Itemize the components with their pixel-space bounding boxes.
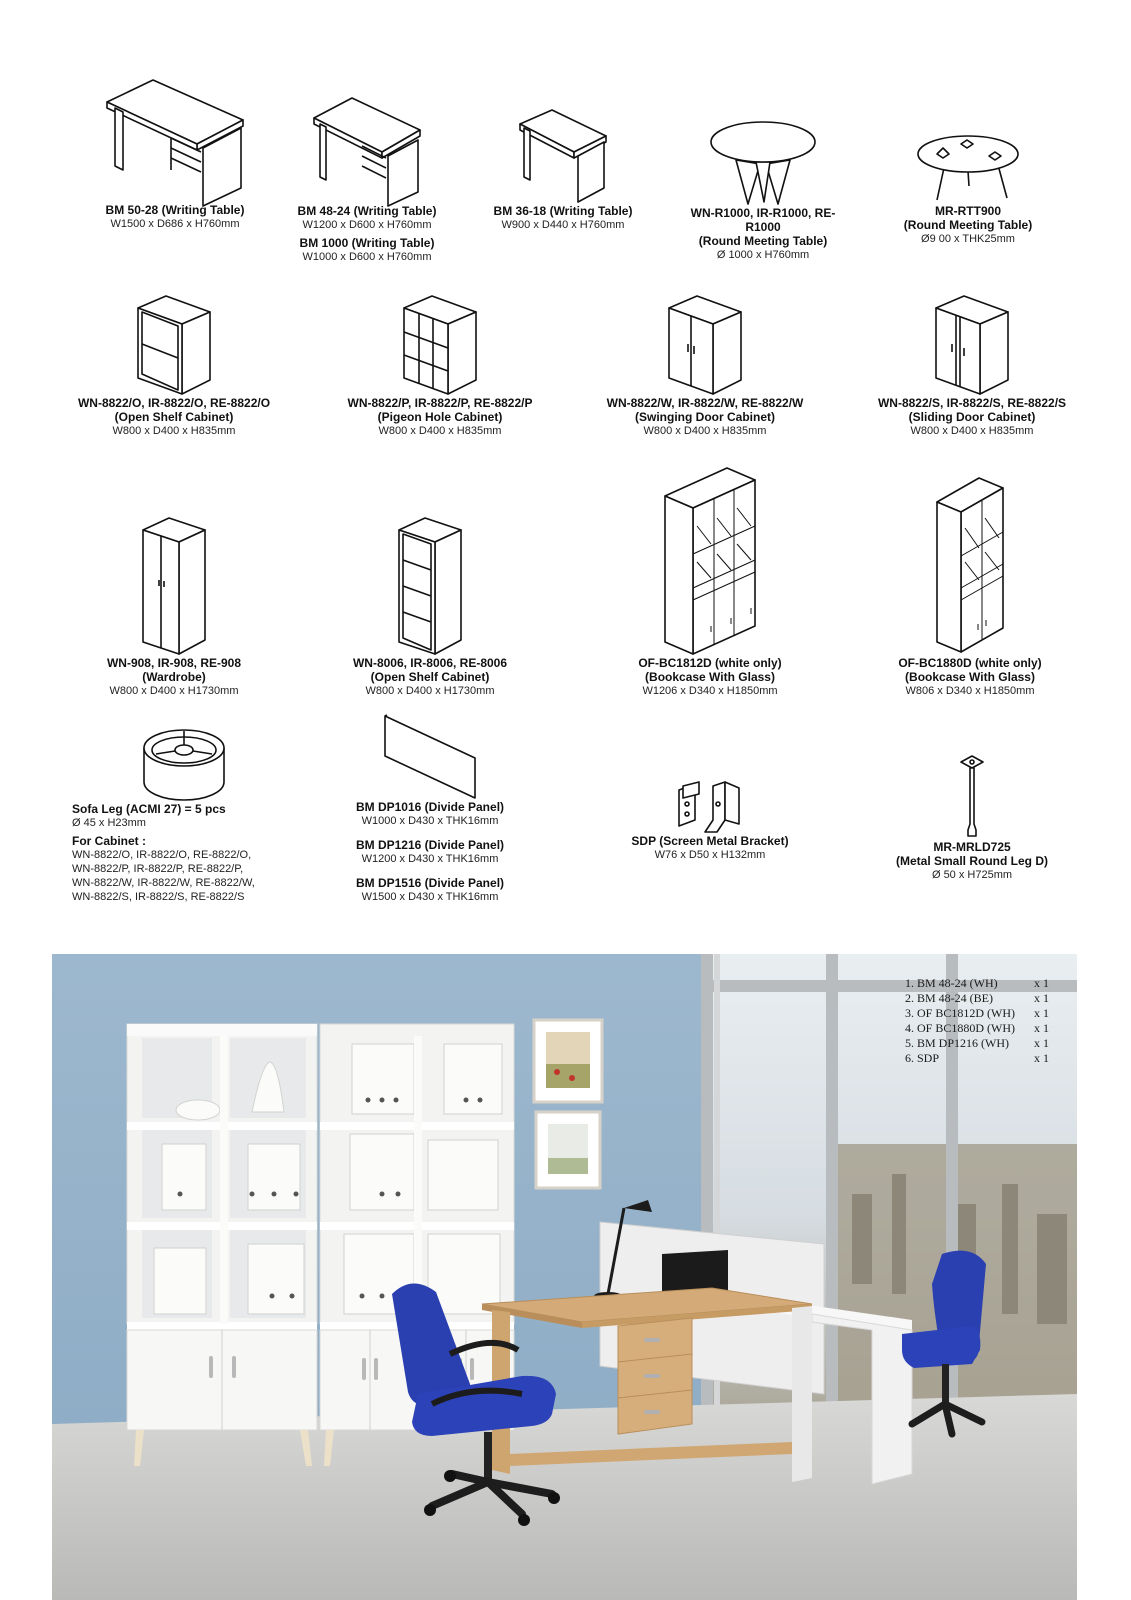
legend-label: 2. BM 48-24 (BE) bbox=[905, 991, 993, 1005]
product-name: WN-908, IR-908, RE-908 bbox=[106, 656, 242, 670]
legend-label: 4. OF BC1880D (WH) bbox=[905, 1021, 1015, 1035]
legend-qty: x 1 bbox=[1034, 1036, 1049, 1050]
product-dimensions: W800 x D400 x H1730mm bbox=[109, 685, 239, 697]
product-subtitle: (Round Meeting Table) bbox=[903, 218, 1033, 232]
product-name: BM 48-24 (Writing Table) bbox=[297, 204, 437, 218]
product-name-alt: BM 1000 (Writing Table) bbox=[299, 236, 435, 250]
pigeon-hole-cabinet-illustration bbox=[402, 294, 478, 396]
product-dimensions: Ø 50 x H725mm bbox=[931, 869, 1013, 881]
office-scene-photo bbox=[52, 954, 1077, 1600]
product-subtitle: (Metal Small Round Leg D) bbox=[895, 854, 1048, 868]
legend-label: 3. OF BC1812D (WH) bbox=[905, 1006, 1015, 1020]
product-name: SDP (Screen Metal Bracket) bbox=[631, 834, 789, 848]
product-dimensions: W800 x D400 x H835mm bbox=[643, 425, 767, 437]
compatible-cabinet-line: WN-8822/W, IR-8822/W, RE-8822/W, bbox=[72, 877, 255, 889]
swinging-door-cabinet-illustration bbox=[667, 294, 743, 396]
product-name: BM DP1216 (Divide Panel) bbox=[355, 838, 505, 852]
product-name: MR-MRLD725 bbox=[933, 840, 1011, 854]
product-subtitle: (Pigeon Hole Cabinet) bbox=[377, 410, 503, 424]
product-name: Sofa Leg (ACMI 27) = 5 pcs bbox=[72, 802, 226, 816]
product-subtitle: (Open Shelf Cabinet) bbox=[114, 410, 234, 424]
product-dimensions: W1200 x D600 x H760mm bbox=[302, 219, 432, 231]
product-name: OF-BC1812D (white only) bbox=[638, 656, 782, 670]
product-name: BM DP1516 (Divide Panel) bbox=[355, 876, 505, 890]
product-wnr1000 bbox=[673, 120, 853, 262]
tall-open-shelf-illustration bbox=[397, 516, 463, 656]
product-subtitle: (Sliding Door Cabinet) bbox=[908, 410, 1036, 424]
product-mrrtt900 bbox=[878, 132, 1058, 246]
product-dimensions: W76 x D50 x H132mm bbox=[654, 849, 766, 861]
product-subtitle: (Bookcase With Glass) bbox=[905, 670, 1035, 684]
product-dimensions: W1000 x D430 x THK16mm bbox=[361, 815, 499, 827]
wardrobe-illustration bbox=[141, 516, 207, 656]
legend-qty: x 1 bbox=[1034, 976, 1049, 990]
product-dimensions-alt: W1000 x D600 x H760mm bbox=[302, 251, 432, 263]
product-name: WN-8006, IR-8006, RE-8006 bbox=[352, 656, 508, 670]
product-wn8822p bbox=[320, 294, 560, 438]
product-dimensions: W1500 x D686 x H760mm bbox=[110, 218, 240, 230]
screen-bracket-illustration bbox=[677, 780, 743, 834]
legend-qty: x 1 bbox=[1034, 1006, 1049, 1020]
legend-row bbox=[905, 1051, 1049, 1066]
product-dimensions: W800 x D400 x H835mm bbox=[112, 425, 236, 437]
legend-label: 6. SDP bbox=[905, 1051, 940, 1065]
product-dp-panels bbox=[330, 714, 530, 904]
product-subtitle: (Wardrobe) bbox=[142, 670, 206, 684]
open-shelf-cabinet-illustration bbox=[136, 294, 212, 396]
product-wn8822s bbox=[852, 294, 1092, 438]
product-dimensions: Ø9 00 x THK25mm bbox=[921, 233, 1015, 245]
product-name: BM 50-28 (Writing Table) bbox=[105, 203, 245, 217]
metal-leg-illustration bbox=[957, 754, 987, 840]
product-wn908 bbox=[84, 516, 264, 698]
writing-table-illustration bbox=[105, 78, 245, 203]
product-name: WN-8822/O, IR-8822/O, RE-8822/O bbox=[77, 396, 271, 410]
legend-label: 1. BM 48-24 (WH) bbox=[905, 976, 998, 990]
product-ofbc1812d bbox=[610, 466, 810, 698]
product-name: WN-8822/W, IR-8822/W, RE-8822/W bbox=[606, 396, 804, 410]
product-dimensions: W800 x D400 x H1730mm bbox=[365, 685, 495, 697]
compatible-cabinet-line: WN-8822/S, IR-8822/S, RE-8822/S bbox=[72, 891, 245, 903]
product-mrmrld725 bbox=[872, 754, 1072, 882]
product-name: BM 36-18 (Writing Table) bbox=[493, 204, 633, 218]
product-name: WN-8822/S, IR-8822/S, RE-8822/S bbox=[877, 396, 1067, 410]
sliding-door-cabinet-illustration bbox=[934, 294, 1010, 396]
product-bm3618 bbox=[478, 108, 648, 232]
product-ofbc1880d bbox=[870, 476, 1070, 698]
bookcase-with-glass-illustration bbox=[935, 476, 1005, 656]
product-wn8006 bbox=[330, 516, 530, 698]
compatible-cabinets-label: For Cabinet : bbox=[72, 834, 146, 848]
bookcase-with-glass-illustration bbox=[663, 466, 757, 656]
legend-qty: x 1 bbox=[1034, 991, 1049, 1005]
product-bm4824 bbox=[282, 96, 452, 264]
sofa-leg-illustration bbox=[134, 728, 234, 802]
glass-table-illustration bbox=[915, 132, 1021, 204]
product-dimensions: Ø 45 x H23mm bbox=[72, 817, 146, 829]
product-subtitle: (Bookcase With Glass) bbox=[645, 670, 775, 684]
legend-row bbox=[905, 1021, 1049, 1036]
product-wn8822o bbox=[64, 294, 284, 438]
legend-label: 5. BM DP1216 (WH) bbox=[905, 1036, 1009, 1050]
product-legend bbox=[905, 976, 1049, 1066]
product-dimensions: Ø 1000 x H760mm bbox=[716, 249, 810, 261]
product-dimensions: W900 x D440 x H760mm bbox=[501, 219, 625, 231]
product-dimensions: W800 x D400 x H835mm bbox=[910, 425, 1034, 437]
legend-row bbox=[905, 1036, 1049, 1051]
product-dimensions: W1500 x D430 x THK16mm bbox=[361, 891, 499, 903]
legend-qty: x 1 bbox=[1034, 1021, 1049, 1035]
legend-row bbox=[905, 976, 1049, 991]
compatible-cabinet-line: WN-8822/O, IR-8822/O, RE-8822/O, bbox=[72, 849, 252, 861]
product-subtitle: (Round Meeting Table) bbox=[698, 234, 828, 248]
product-subtitle: (Open Shelf Cabinet) bbox=[370, 670, 490, 684]
product-name: OF-BC1880D (white only) bbox=[898, 656, 1042, 670]
writing-table-illustration bbox=[518, 108, 608, 204]
legend-row bbox=[905, 1006, 1049, 1021]
divide-panel-illustration bbox=[383, 714, 477, 800]
writing-table-illustration bbox=[312, 96, 422, 204]
product-subtitle: (Swinging Door Cabinet) bbox=[635, 410, 775, 424]
product-wn8822w bbox=[585, 294, 825, 438]
round-table-illustration bbox=[708, 120, 818, 206]
product-dimensions: W806 x D340 x H1850mm bbox=[905, 685, 1035, 697]
product-sofaleg bbox=[72, 728, 312, 904]
product-bm5028 bbox=[90, 78, 260, 231]
product-name: WN-R1000, IR-R1000, RE-R1000 bbox=[690, 206, 836, 234]
product-name: MR-RTT900 bbox=[934, 204, 1001, 218]
product-name: WN-8822/P, IR-8822/P, RE-8822/P bbox=[347, 396, 533, 410]
legend-qty: x 1 bbox=[1034, 1051, 1049, 1065]
product-dimensions: W1206 x D340 x H1850mm bbox=[642, 685, 778, 697]
compatible-cabinet-line: WN-8822/P, IR-8822/P, RE-8822/P, bbox=[72, 863, 244, 875]
legend-row bbox=[905, 991, 1049, 1006]
product-name: BM DP1016 (Divide Panel) bbox=[355, 800, 505, 814]
product-dimensions: W1200 x D430 x THK16mm bbox=[361, 853, 499, 865]
product-dimensions: W800 x D400 x H835mm bbox=[378, 425, 502, 437]
product-sdp bbox=[610, 780, 810, 862]
